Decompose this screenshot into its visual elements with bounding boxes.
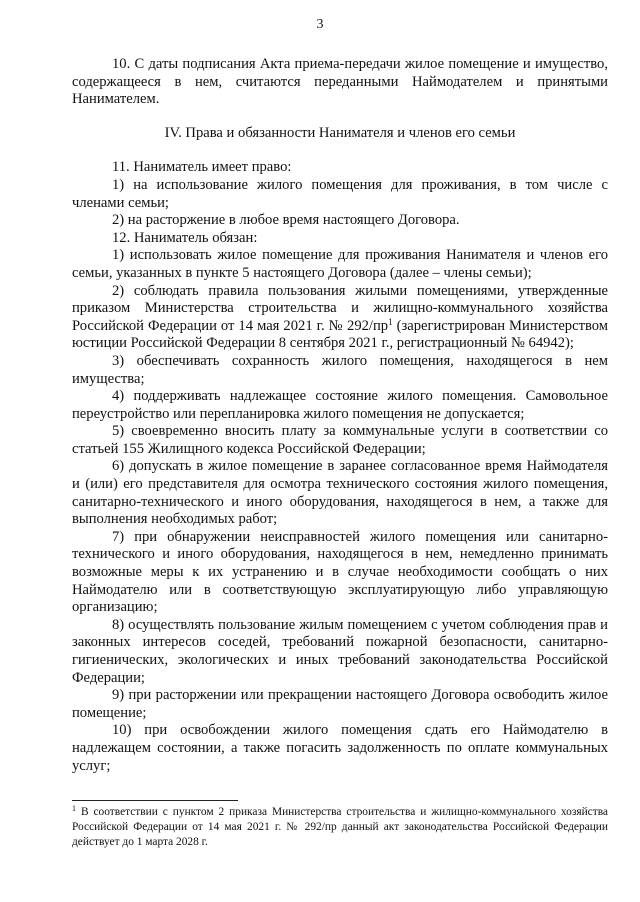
clause-11-1: 1) на использование жилого помещения для проживания, в том числе с членами семьи; (72, 176, 608, 211)
footnote-text (72, 805, 608, 851)
clause-11-2: 2) на расторжение в любое время настоящего Договора. (112, 212, 460, 229)
clause-12: 12. Наниматель обязан: (112, 229, 258, 246)
footnote-body: В соответствии с пунктом 2 приказа Министерства строительства и жилищно-коммунального хозяйства Российской Федерации от 14 мая 2021 г. № 292/пр данный акт законодательства Российской Федерации действует до 1 марта 2028 г. (72, 806, 608, 849)
page-number: 3 (316, 17, 324, 32)
footnote-reference: 1 (388, 316, 393, 327)
clause-12-9: 9) при расторжении или прекращении настоящего Договора освободить жилое помещение; (72, 687, 608, 721)
clause-12-3: 3) обеспечивать сохранность жилого помещения, находящегося в нем имущества; (72, 352, 608, 387)
clause-12-7: 7) при обнаружении неисправностей жилого помещения или санитарно-технического и иного оборудования, находящегося в нем, немедленно принимать возможные меры к их устранению и в случае необходимости сообщать о них Наймодателю или в соответствующую эксплуатирующую либо управляющую организацию; (72, 528, 608, 616)
footnote-marker: 1 (72, 804, 76, 813)
clause-12-2-text-continued: (зарегистрирован Министерством юстиции Российской Федерации 8 сентября 2021 г., регистрационный № 64942); (72, 317, 608, 352)
footnote-divider (72, 800, 238, 801)
clause-12-10: 10) при освобождении жилого помещения сдать его Наймодателю в надлежащем состоянии, а также погасить задолженность по оплате коммунальных услуг; (72, 722, 608, 774)
footnote (72, 805, 608, 851)
clause-12-2 (72, 283, 608, 353)
section-heading: IV. Права и обязанности Нанимателя и членов его семьи (164, 124, 516, 141)
clause-10: 10. С даты подписания Акта приема-передачи жилое помещение и имущество, содержащееся в нем, считаются переданными Наймодателем и принятыми Нанимателем. (72, 56, 608, 108)
document-body (72, 56, 608, 775)
clause-12-5: 5) своевременно вносить плату за коммунальные услуги в соответствии со статьей 155 Жилищного кодекса Российской Федерации; (72, 423, 608, 457)
clause-11: 11. Наниматель имеет право: (112, 159, 292, 176)
clause-12-8: 8) осуществлять пользование жилым помещением с учетом соблюдения прав и законных интересов соседей, требований пожарной безопасности, санитарно-гигиенических, экологических и иных требований законодательства Российской Федерации; (72, 616, 608, 686)
clause-12-4: 4) поддерживать надлежащее состояние жилого помещения. Самовольное переустройство или перепланировка жилого помещения не допускается; (72, 388, 608, 422)
clause-12-6: 6) допускать в жилое помещение в заранее согласованное время Наймодателя и (или) его представителя для осмотра технического состояния жилого помещения, санитарно-технического и иного оборудования, находящегося в нем, а также для выполнения необходимых работ; (72, 458, 608, 528)
clause-12-2-text: 2) соблюдать правила пользования жилыми помещениями, утвержденные приказом Министерства строительства и жилищно-коммунального хозяйства Российской Федерации от 14 мая 2021 г. № 292/пр (72, 282, 608, 334)
clause-12-1: 1) использовать жилое помещение для проживания Нанимателя и членов его семьи, указанных в пункте 5 настоящего Договора (далее – члены семьи); (72, 247, 608, 281)
